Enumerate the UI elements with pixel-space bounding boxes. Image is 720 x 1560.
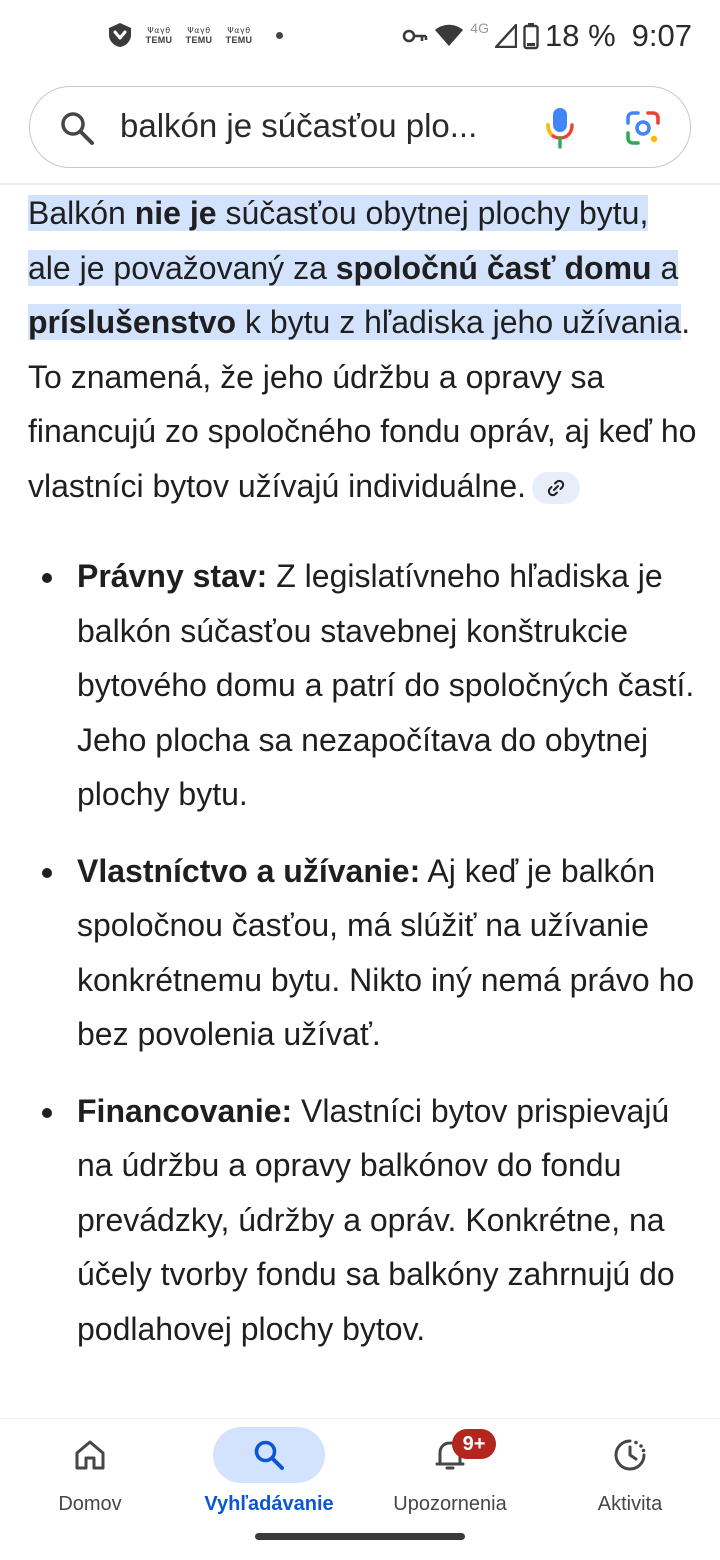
nav-item-search[interactable] xyxy=(179,1427,359,1527)
nav-item-notifications[interactable] xyxy=(360,1427,540,1527)
battery-percent: 18 % xyxy=(544,18,616,53)
list-item: Právny stav: Z legislatívneho hľadiska je balkón súčasťou stavebnej konštrukcie bytového domu a patrí do spoločných častí. Jeho plocha sa nezapočítava do obytnej plochy bytu. xyxy=(28,549,698,822)
header-divider xyxy=(0,183,720,185)
nav-label-activity: Aktivita xyxy=(597,1493,663,1515)
nav-label-search: Vyhľadávanie xyxy=(204,1493,334,1515)
highlighted-answer: Balkón nie je súčasťou obytnej plochy bytu, ale je považovaný za spoločnú časť domu a príslušenstvo k bytu z hľadiska jeho užívania xyxy=(28,195,682,340)
microphone-icon[interactable] xyxy=(544,107,576,149)
shield-app-icon xyxy=(106,21,134,49)
gesture-home-indicator[interactable] xyxy=(255,1533,465,1540)
search-bar[interactable] xyxy=(29,86,691,168)
nav-item-home[interactable] xyxy=(0,1427,180,1527)
status-bar xyxy=(0,0,720,72)
nav-label-notifications: Upozornenia xyxy=(393,1493,507,1515)
activity-icon xyxy=(612,1437,648,1473)
more-notifications-dot-icon xyxy=(276,32,283,39)
network-type: 4G xyxy=(470,20,489,36)
nav-item-activity[interactable] xyxy=(540,1427,720,1527)
search-icon[interactable] xyxy=(58,109,96,147)
temu-notification-icon: Ψαγθ TEMU xyxy=(145,25,173,45)
temu-notification-icon: Ψαγθ TEMU xyxy=(225,25,253,45)
list-item: Financovanie: Vlastníci bytov prispievajú na údržbu a opravy balkónov do fondu prevádzky, údržby a opráv. Konkrétne, na účely tvorby fondu sa balkóny zahrnujú do podlahovej plochy bytov. xyxy=(28,1084,698,1357)
home-icon xyxy=(73,1438,107,1472)
wifi-icon xyxy=(434,24,464,48)
notification-count-badge: 9+ xyxy=(452,1429,496,1459)
ai-overview-content xyxy=(28,186,698,1378)
google-lens-icon[interactable] xyxy=(624,109,662,147)
clock: 9:07 xyxy=(631,18,692,53)
answer-bullet-list xyxy=(28,549,698,1356)
list-item: Vlastníctvo a užívanie: Aj keď je balkón spoločnou časťou, má slúžiť na užívanie konkrétnemu bytu. Nikto iný nemá právo ho bez povolenia užívať. xyxy=(28,844,698,1062)
source-link-button[interactable] xyxy=(532,472,580,504)
link-icon xyxy=(546,478,566,498)
search-icon xyxy=(252,1438,286,1472)
battery-icon xyxy=(523,22,539,50)
answer-lead-paragraph: Balkón nie je súčasťou obytnej plochy bytu, ale je považovaný za spoločnú časť domu a príslušenstvo k bytu z hľadiska jeho užívania. To znamená, že jeho údržbu a opravy sa financujú zo spoločného fondu opráv, aj keď ho vlastníci bytov užívajú individuálne. xyxy=(28,195,697,504)
search-query-text[interactable]: balkón je súčasťou plo... xyxy=(120,107,478,144)
vpn-key-icon xyxy=(402,27,428,45)
temu-notification-icon: Ψαγθ TEMU xyxy=(185,25,213,45)
nav-label-home: Domov xyxy=(58,1493,122,1515)
signal-icon xyxy=(495,24,517,48)
